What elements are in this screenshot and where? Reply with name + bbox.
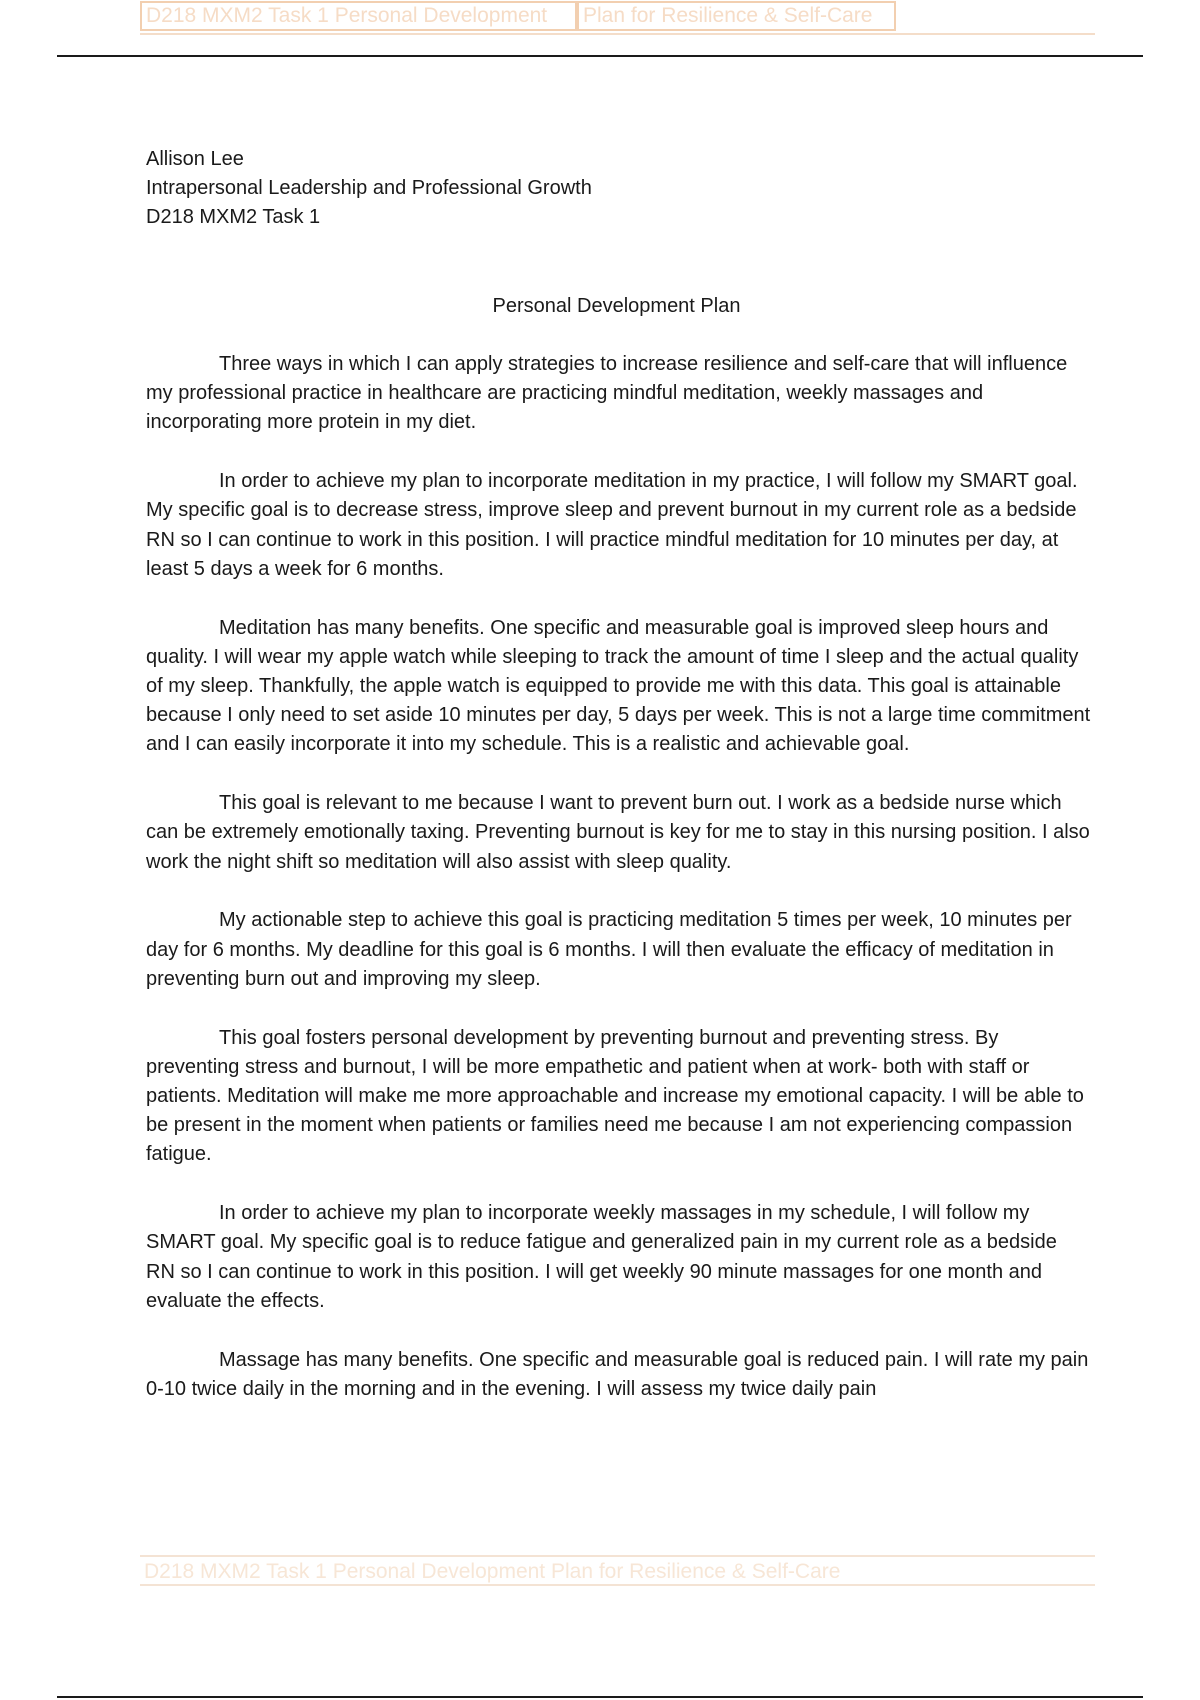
document-title: Personal Development Plan	[492, 295, 741, 317]
watermark-part-1: D218 MXM2 Task 1 Personal Development	[140, 1, 577, 31]
paragraph: My actionable step to achieve this goal is practicing meditation 5 times per week, 10 minutes per day for 6 months. My deadline for this goal is 6 months. I will then evaluate the efficacy of meditation in preventing burn out and improving my sleep.	[146, 909, 1072, 990]
document-header	[146, 145, 592, 232]
watermark-part-2: Plan for Resilience & Self-Care	[577, 1, 896, 31]
watermark-footer: D218 MXM2 Task 1 Personal Development Plan for Resilience & Self-Care	[140, 1555, 1095, 1586]
paragraph: This goal fosters personal development by preventing burnout and preventing stress. By preventing stress and burnout, I will be more empathetic and patient when at work- both with staff or patients. Meditation will make me more approachable and increase my emotional capacity. I will be able to be present in the moment when patients or families need me because I am not experiencing compassion fatigue.	[146, 1026, 1084, 1166]
paragraph: Three ways in which I can apply strategies to increase resilience and self-care that will influence my professional practice in healthcare are practicing mindful meditation, weekly massages and incorporating more protein in my diet.	[146, 353, 1068, 434]
top-divider	[57, 55, 1143, 57]
task-name: D218 MXM2 Task 1	[146, 206, 321, 228]
author-name: Allison Lee	[146, 148, 244, 170]
paragraph: This goal is relevant to me because I want to prevent burn out. I work as a bedside nurse which can be extremely emotionally taxing. Preventing burnout is key for me to stay in this nursing position. I also work the night shift so meditation will also assist with sleep quality.	[146, 792, 1090, 873]
document-body	[146, 350, 1091, 1434]
paragraph: In order to achieve my plan to incorporate weekly massages in my schedule, I will follow my SMART goal. My specific goal is to reduce fatigue and generalized pain in my current role as a bedside RN so I can continue to work in this position. I will get weekly 90 minute massages for one month and evaluate the effects.	[146, 1202, 1057, 1312]
watermark-header	[140, 0, 1095, 35]
paragraph: In order to achieve my plan to incorporate meditation in my practice, I will follow my SMART goal. My specific goal is to decrease stress, improve sleep and prevent burnout in my current role as a bedside RN so I can continue to work in this position. I will practice mindful meditation for 10 minutes per day, at least 5 days a week for 6 months.	[146, 470, 1078, 580]
paragraph: Massage has many benefits. One specific and measurable goal is reduced pain. I will rate my pain 0-10 twice daily in the morning and in the evening. I will assess my twice daily pain	[146, 1348, 1089, 1400]
paragraph: Meditation has many benefits. One specific and measurable goal is improved sleep hours and quality. I will wear my apple watch while sleeping to track the amount of time I sleep and the actual quality of my sleep. Thankfully, the apple watch is equipped to provide me with this data. This goal is attainable because I only need to set aside 10 minutes per day, 5 days per week. This is not a large time commitment and I can easily incorporate it into my schedule. This is a realistic and achievable goal.	[146, 616, 1091, 756]
course-name: Intrapersonal Leadership and Professional Growth	[146, 177, 592, 199]
bottom-divider	[57, 1696, 1143, 1698]
